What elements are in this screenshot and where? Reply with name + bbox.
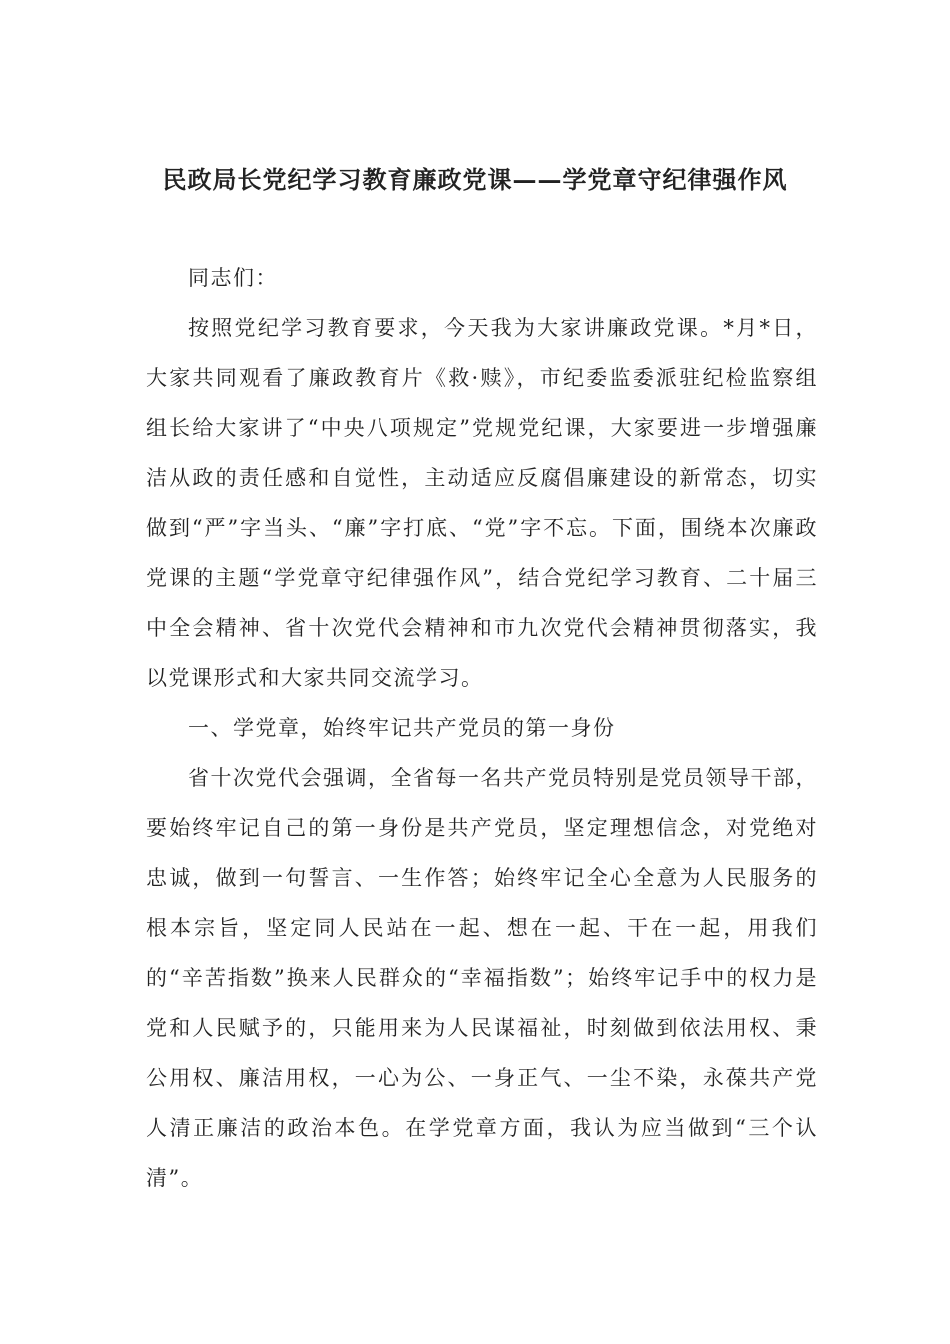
document-title: 民政局长党纪学习教育廉政党课——学党章守纪律强作风 [162, 165, 788, 194]
section-heading-1: 一、学党章，始终牢记共产党员的第一身份 [188, 716, 616, 740]
paragraph-section-1: 省十次党代会强调，全省每一名共产党员特别是党员领导干部，要始终牢记自己的第一身份是共产党员，坚定理想信念，对党绝对忠诚，做到一句誓言、一生作答；始终牢记全心全意为人民服务的根本宗旨，坚定同人民站在一起、想在一起、干在一起，用我们的“辛苦指数”换来人民群众的“幸福指数”；始终牢记手中的权力是党和人民赋予的，只能用来为人民谋福祉，时刻做到依法用权、秉公用权、廉洁用权，一心为公、一身正气、一尘不染，永葆共产党人清正廉洁的政治本色。在学党章方面，我认为应当做到“三个认清”。 [146, 766, 818, 1190]
document-body [146, 253, 818, 1203]
salutation: 同志们： [188, 266, 278, 290]
paragraph-intro: 按照党纪学习教育要求，今天我为大家讲廉政党课。*月*日，大家共同观看了廉政教育片《救·赎》，市纪委监委派驻纪检监察组组长给大家讲了“中央八项规定”党规党纪课，大家要进一步增强廉洁从政的责任感和自觉性，主动适应反腐倡廉建设的新常态，切实做到“严”字当头、“廉”字打底、“党”字不忘。下面，围绕本次廉政党课的主题“学党章守纪律强作风”，结合党纪学习教育、二十届三中全会精神、省十次党代会精神和市九次党代会精神贯彻落实，我以党课形式和大家共同交流学习。 [146, 316, 818, 690]
